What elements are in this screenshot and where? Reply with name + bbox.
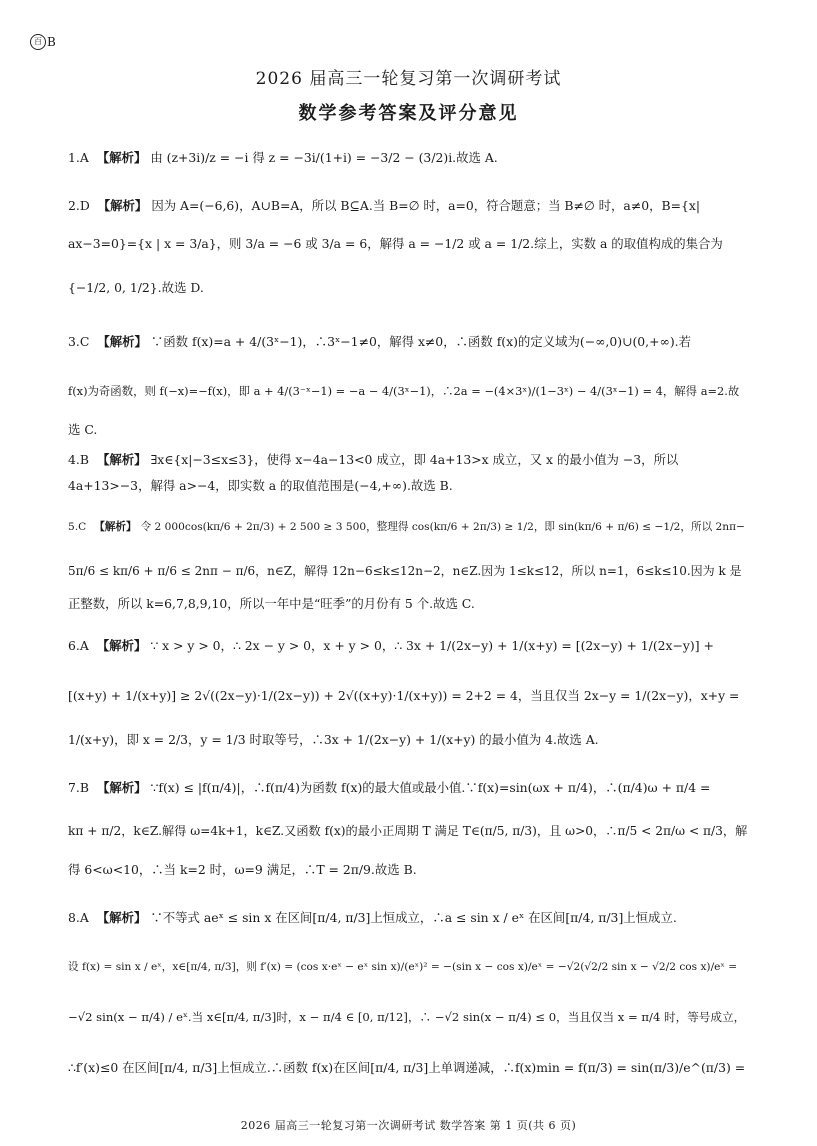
answer-line (68, 850, 748, 888)
answer-item-4 (68, 446, 748, 498)
analysis-label: 【解析】 (96, 149, 147, 165)
answer-text: 得 6<ω<10，∴当 k=2 时，ω=9 满足，∴T = 2π/9.故选 B. (68, 861, 417, 877)
answer-text: ∵ x > y > 0，∴ 2x − y > 0，x + y > 0，∴ 3x + 1/(2x−y) + 1/(x+y) = [(2x−y) + 1/(2x−y)] + (150, 637, 714, 653)
answer-text: 5π/6 ≤ kπ/6 + π/6 ≤ 2nπ − π/6，n∈Z，解得 12n−6≤k≤12n−2，n∈Z.因为 1≤k≤12，所以 n=1，6≤k≤10.因为 k 是 (68, 563, 742, 578)
answer-line (68, 1042, 748, 1092)
answer-text: kπ + π/2，k∈Z.解得 ω=4k+1，k∈Z.又函数 f(x)的最小正周期 T 满足 T∈(π/5, π/3)，且 ω>0，∴π/5 < 2π/ω < π/3，解 (68, 823, 748, 838)
analysis-label: 【解析】 (96, 779, 147, 795)
answers-body (68, 132, 748, 1096)
answer-line (68, 502, 748, 552)
answer-line (68, 812, 748, 850)
analysis-label: 【解析】 (96, 909, 147, 925)
exam-title: 2026 届高三一轮复习第一次调研考试 (255, 69, 562, 89)
answer-text: ∃x∈{x|−3≤x≤3}，使得 x−4a−13<0 成立，即 4a+13>x 成立，又 x 的最小值为 −3，所以 (150, 451, 679, 467)
answer-item-7 (68, 762, 748, 888)
answer-text: 1/(x+y)，即 x = 2/3，y = 1/3 时取等号，∴3x + 1/(2x−y) + 1/(x+y) 的最小值为 4.故选 A. (68, 731, 599, 747)
answer-number: 5.C (68, 520, 87, 533)
answer-line (68, 590, 748, 616)
answer-line (68, 366, 748, 416)
answer-number: 6.A (68, 637, 89, 653)
answer-text: ∵不等式 aeˣ ≤ sin x 在区间[π/4, π/3]上恒成立，∴a ≤ sin x / eˣ 在区间[π/4, π/3]上恒成立. (150, 909, 677, 925)
analysis-label: 【解析】 (94, 520, 137, 533)
answer-line (68, 186, 748, 224)
answer-text: 设 f(x) = sin x / eˣ，x∈[π/4, π/3]，则 f′(x) = (cos x·eˣ − eˣ sin x)/(eˣ)² = −(sin x − cos x)/eˣ = −√2(√2/2 sin x − √2/2 cos x)/eˣ = (68, 960, 738, 973)
answer-line (68, 552, 748, 590)
answer-text: 4a+13>−3，解得 a>−4，即实数 a 的取值范围是(−4,+∞).故选 B. (68, 477, 453, 493)
answer-text: ∵函数 f(x)=a + 4/(3ˣ−1)，∴3ˣ−1≠0，解得 x≠0，∴函数 f(x)的定义域为(−∞,0)∪(0,+∞).若 (150, 333, 691, 349)
answer-line (68, 224, 748, 262)
answer-text: [(x+y) + 1/(x+y)] ≥ 2√((2x−y)·1/(2x−y)) + 2√((x+y)·1/(x+y)) = 2+2 = 4，当且仅当 2x−y = 1/(2x−y)，x+y = (68, 687, 740, 703)
answer-line (68, 892, 748, 942)
edition-circle-mark: 百 (30, 34, 46, 50)
answer-number: 7.B (68, 779, 89, 795)
answer-line (68, 446, 748, 472)
answer-text: {−1/2, 0, 1/2}.故选 D. (68, 279, 204, 295)
answer-line (68, 472, 748, 498)
answer-line (68, 620, 748, 670)
answer-line (68, 762, 748, 812)
answer-line (68, 992, 748, 1042)
answer-item-2 (68, 186, 748, 312)
answer-text: 正整数，所以 k=6,7,8,9,10，所以一年中是“旺季”的月份有 5 个.故选 C. (68, 595, 475, 611)
answer-line (68, 316, 748, 366)
answer-number: 1.A (68, 149, 89, 165)
answer-number: 8.A (68, 909, 89, 925)
analysis-label: 【解析】 (97, 333, 147, 349)
answer-line (68, 262, 748, 312)
answer-number: 4.B (68, 451, 89, 467)
answer-line (68, 670, 748, 720)
answer-subtitle: 数学参考答案及评分意见 (298, 103, 519, 124)
page-footer: 2026 届高三一轮复习第一次调研考试 数学答案 第 1 页(共 6 页) (240, 1119, 577, 1132)
analysis-label: 【解析】 (96, 451, 147, 467)
answer-text: ∵f(x) ≤ |f(π/4)|，∴f(π/4)为函数 f(x)的最大值或最小值.∵f(x)=sin(ωx + π/4)，∴(π/4)ω + π/4 = (150, 779, 711, 795)
answer-text: 选 C. (68, 421, 98, 437)
answer-item-1 (68, 132, 748, 182)
answer-text: 由 (z+3i)/z = −i 得 z = −3i/(1+i) = −3/2 − (3/2)i.故选 A. (150, 149, 498, 165)
answer-text: 令 2 000cos(kπ/6 + 2π/3) + 2 500 ≥ 3 500，整理得 cos(kπ/6 + 2π/3) ≥ 1/2，即 sin(kπ/6 + π/6) ≤ −1/2，所以 2nπ− (140, 520, 745, 533)
edition-badge (30, 34, 56, 50)
answer-text: f(x)为奇函数，则 f(−x)=−f(x)，即 a + 4/(3⁻ˣ−1) = −a − 4/(3ˣ−1)，∴2a = −(4×3ˣ)/(1−3ˣ) − 4/(3ˣ−1) = 4，解得 a=2.故 (68, 383, 740, 398)
answer-text: ax−3=0}={x | x = 3/a}，则 3/a = −6 或 3/a = 6，解得 a = −1/2 或 a = 1/2.综上，实数 a 的取值构成的集合为 (68, 235, 723, 251)
answer-item-6 (68, 620, 748, 758)
answer-number: 2.D (68, 197, 90, 213)
answer-number: 3.C (68, 333, 90, 349)
answer-item-5 (68, 502, 748, 616)
answer-line (68, 720, 748, 758)
answer-line (68, 942, 748, 992)
answer-line (68, 416, 748, 442)
analysis-label: 【解析】 (96, 637, 147, 653)
analysis-label: 【解析】 (97, 197, 148, 213)
answer-text: ∴f′(x)≤0 在区间[π/4, π/3]上恒成立.∴函数 f(x)在区间[π/4, π/3]上单调递减，∴f(x)min = f(π/3) = sin(π/3)/e^(π/3) = (68, 1059, 746, 1075)
answer-item-8 (68, 892, 748, 1092)
edition-letter: B (47, 35, 56, 49)
answer-text: 因为 A=(−6,6)，A∪B=A，所以 B⊆A.当 B=∅ 时，a=0，符合题意；当 B≠∅ 时，a≠0，B={x| (151, 197, 701, 213)
answer-text: −√2 sin(x − π/4) / eˣ.当 x∈[π/4, π/3]时，x − π/4 ∈ [0, π/12]，∴ −√2 sin(x − π/4) ≤ 0，当且仅当 x = π/4 时，等号成立， (68, 1009, 746, 1024)
answer-line (68, 132, 748, 182)
answer-item-3 (68, 316, 748, 442)
